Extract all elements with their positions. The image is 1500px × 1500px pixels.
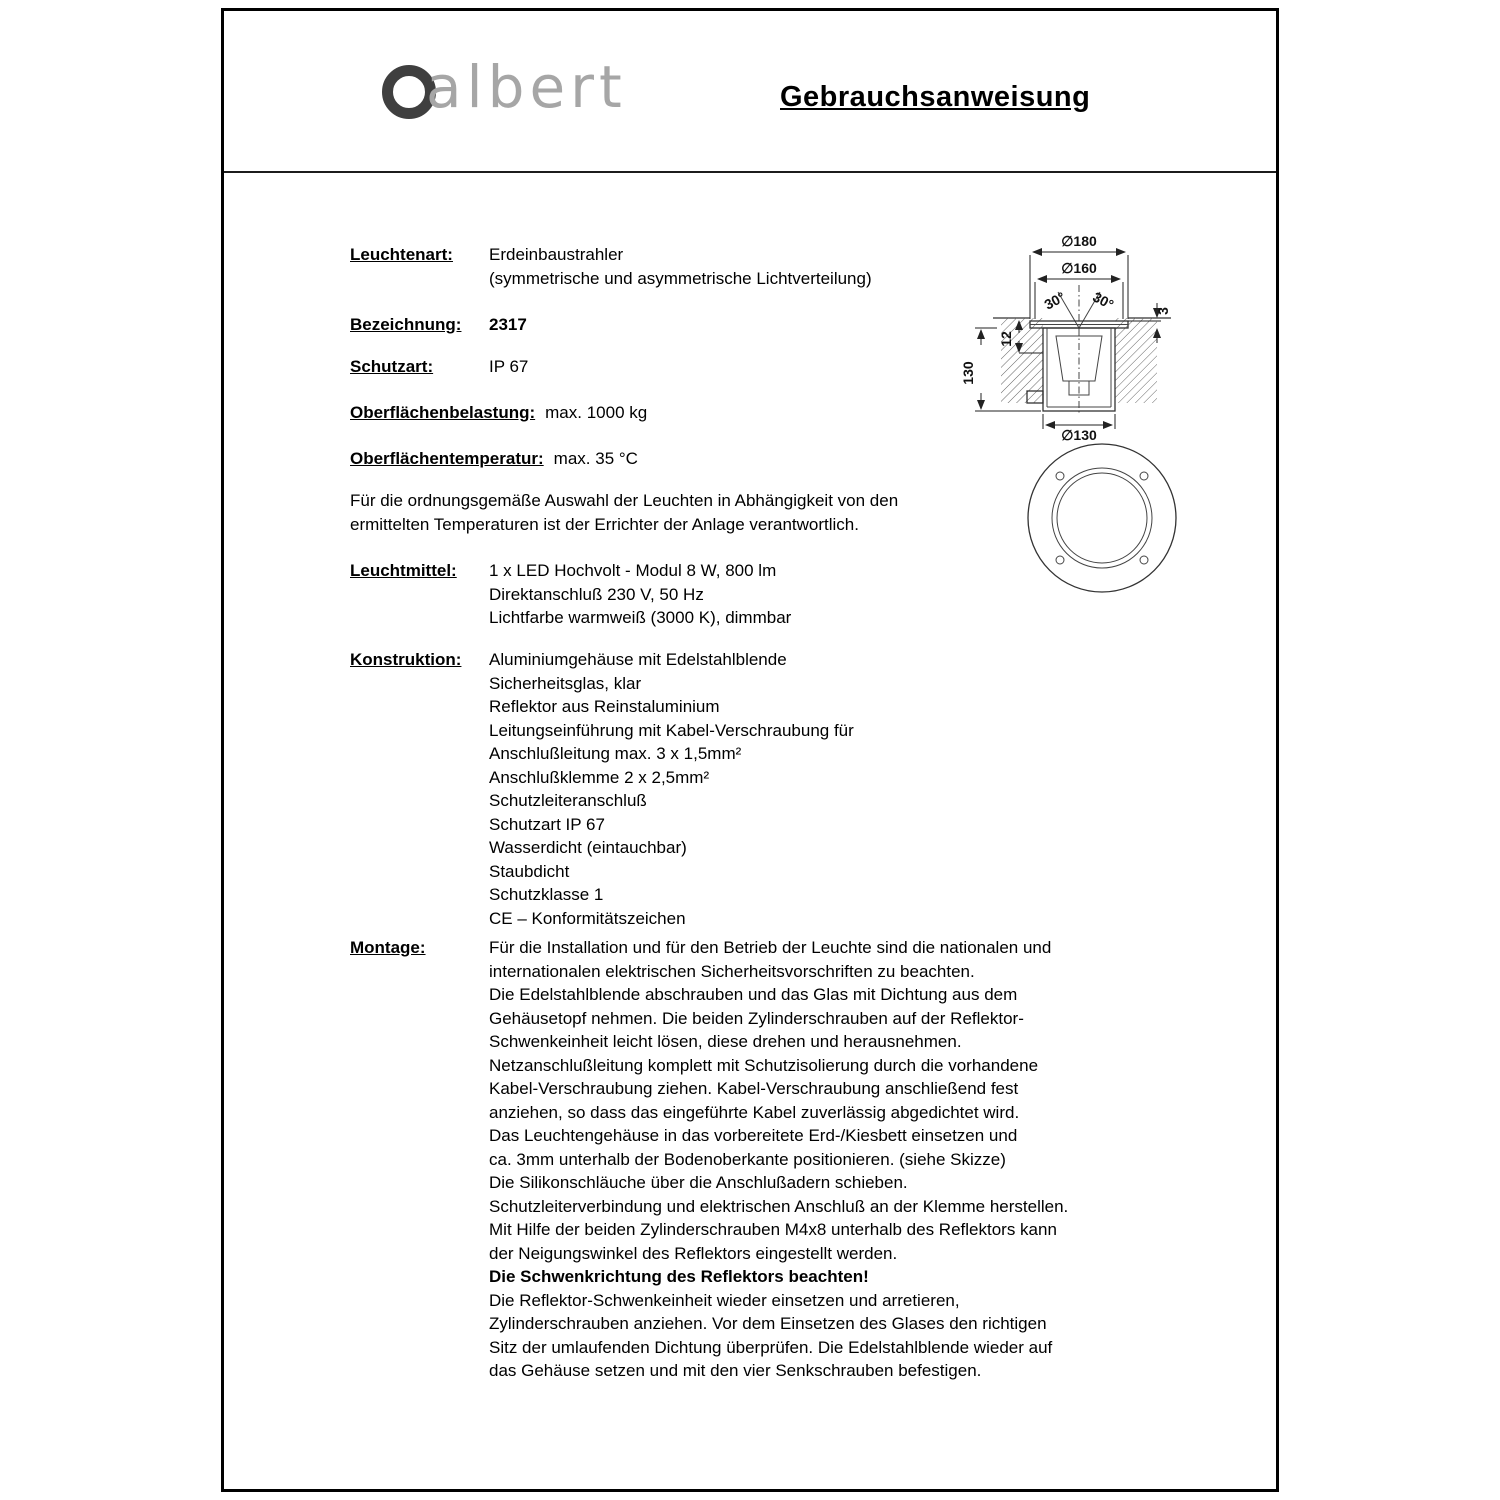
text-line: Lichtfarbe warmweiß (3000 K), dimmbar <box>489 608 792 627</box>
text-line: Schutzart IP 67 <box>489 814 605 834</box>
spec-label-leuchtenart: Leuchtenart: <box>350 245 453 264</box>
spec-value-leuchtenart <box>489 243 1179 290</box>
spec-row-bezeichnung <box>350 313 527 337</box>
section-konstruktion <box>350 648 1179 930</box>
text-line: Leitungseinführung mit Kabel-Verschraubung für <box>489 720 854 740</box>
spec-value-bezeichnung: 2317 <box>489 315 527 334</box>
text-line: Direktanschluß 230 V, 50 Hz <box>489 584 704 604</box>
dim-12-label: 12 <box>998 331 1014 347</box>
spec-label-oberflaechentemperatur: Oberflächentemperatur: <box>350 449 544 468</box>
text-line: CE – Konformitätszeichen <box>489 908 686 928</box>
text-line: ca. 3mm unterhalb der Bodenoberkante positionieren. (siehe Skizze) <box>489 1149 1006 1169</box>
spec-value-schutzart: IP 67 <box>489 357 529 376</box>
spec-row-oberflaechentemperatur <box>350 447 638 471</box>
text-line: Anschlußklemme 2 x 2,5mm² <box>489 767 710 787</box>
text-line: ermittelten Temperaturen ist der Errichter der Anlage verantwortlich. <box>350 514 859 534</box>
albert-logo <box>382 55 627 119</box>
spec-label-oberflaechenbelastung: Oberflächenbelastung: <box>350 403 536 422</box>
section-label-leuchtmittel: Leuchtmittel: <box>350 561 457 580</box>
spec-label-bezeichnung: Bezeichnung: <box>350 315 462 334</box>
text-line: das Gehäuse setzen und mit den vier Senkschrauben befestigen. <box>489 1361 982 1380</box>
text-line: Anschlußleitung max. 3 x 1,5mm² <box>489 744 742 763</box>
dim-d160-label: ∅160 <box>1061 260 1097 276</box>
text-line: 1 x LED Hochvolt - Modul 8 W, 800 lm <box>489 561 777 580</box>
section-label-montage: Montage: <box>350 938 426 957</box>
text-line: Die Schwenkrichtung des Reflektors beachten! <box>489 1267 869 1286</box>
dim-130-label: 130 <box>960 361 976 385</box>
montage-lines <box>489 936 1179 1383</box>
text-line: Zylinderschrauben anziehen. Vor dem Einsetzen des Glases den richtigen <box>489 1314 1047 1333</box>
text-line: Schutzklasse 1 <box>489 885 604 904</box>
leuchtmittel-lines <box>489 559 1179 630</box>
text-line: Sicherheitsglas, klar <box>489 673 642 693</box>
spec-row-schutzart <box>350 355 528 379</box>
dim-d130-label: ∅130 <box>1061 427 1097 443</box>
text-line: (symmetrische und asymmetrische Lichtverteilung) <box>489 268 872 288</box>
dim-d180-label: ∅180 <box>1061 233 1097 249</box>
text-line: Wasserdicht (eintauchbar) <box>489 838 687 857</box>
text-line: Die Reflektor-Schwenkeinheit wieder einsetzen und arretieren, <box>489 1290 960 1310</box>
text-line: Die Edelstahlblende abschrauben und das Glas mit Dichtung aus dem <box>489 985 1018 1004</box>
spec-label-schutzart: Schutzart: <box>350 357 434 376</box>
text-line: Die Silikonschläuche über die Anschlußadern schieben. <box>489 1173 908 1192</box>
text-line: Das Leuchtengehäuse in das vorbereitete Erd-/Kiesbett einsetzen und <box>489 1126 1018 1145</box>
section-label-konstruktion: Konstruktion: <box>350 650 462 669</box>
page-title: Gebrauchsanweisung <box>780 81 1091 113</box>
spec-value-oberflaechentemperatur: max. 35 °C <box>553 449 638 468</box>
text-line: Staubdicht <box>489 861 570 881</box>
text-line: Schwenkeinheit leicht lösen, diese drehen und herausnehmen. <box>489 1032 962 1051</box>
header-divider <box>224 171 1276 173</box>
section-leuchtmittel <box>350 559 1179 630</box>
spec-row-oberflaechenbelastung <box>350 401 647 425</box>
spec-value-oberflaechenbelastung: max. 1000 kg <box>545 403 648 422</box>
konstruktion-lines <box>489 648 1179 930</box>
text-line: Schutzleiteranschluß <box>489 791 647 810</box>
text-line: Mit Hilfe der beiden Zylinderschrauben M4x8 unterhalb des Reflektors kann <box>489 1220 1057 1239</box>
spec-row-leuchtenart <box>350 243 1179 290</box>
text-line: Kabel-Verschraubung ziehen. Kabel-Verschraubung anschließend fest <box>489 1079 1019 1098</box>
text-line: Gehäusetopf nehmen. Die beiden Zylinderschrauben auf der Reflektor- <box>489 1008 1024 1028</box>
text-line: Aluminiumgehäuse mit Edelstahlblende <box>489 650 787 669</box>
text-line: Netzanschlußleitung komplett mit Schutzisolierung durch die vorhandene <box>489 1055 1039 1075</box>
angle-right-label: 30° <box>1090 288 1117 313</box>
text-line: Erdeinbaustrahler <box>489 245 624 264</box>
angle-left-label: 30° <box>1041 288 1068 313</box>
text-line: Für die Installation und für den Betrieb der Leuchte sind die nationalen und <box>489 938 1052 957</box>
text-line: der Neigungswinkel des Reflektors eingestellt werden. <box>489 1243 898 1263</box>
note-lines <box>350 489 1050 536</box>
text-line: internationalen elektrischen Sicherheitsvorschriften zu beachten. <box>489 961 975 981</box>
text-line: Für die ordnungsgemäße Auswahl der Leuchten in Abhängigkeit von den <box>350 491 899 510</box>
section-montage <box>350 936 1179 1383</box>
dim-3-label: 3 <box>1155 307 1171 315</box>
text-line: Sitz der umlaufenden Dichtung überprüfen. Die Edelstahlblende wieder auf <box>489 1337 1053 1357</box>
text-line: Schutzleiterverbindung und elektrischen Anschluß an der Klemme herstellen. <box>489 1196 1069 1216</box>
text-line: Reflektor aus Reinstaluminium <box>489 697 720 716</box>
document-page <box>221 8 1279 1492</box>
text-line: anziehen, so dass das eingeführte Kabel zuverlässig abgedichtet wird. <box>489 1102 1020 1122</box>
note-paragraph <box>350 489 1050 536</box>
logo-text: albert <box>426 53 627 121</box>
